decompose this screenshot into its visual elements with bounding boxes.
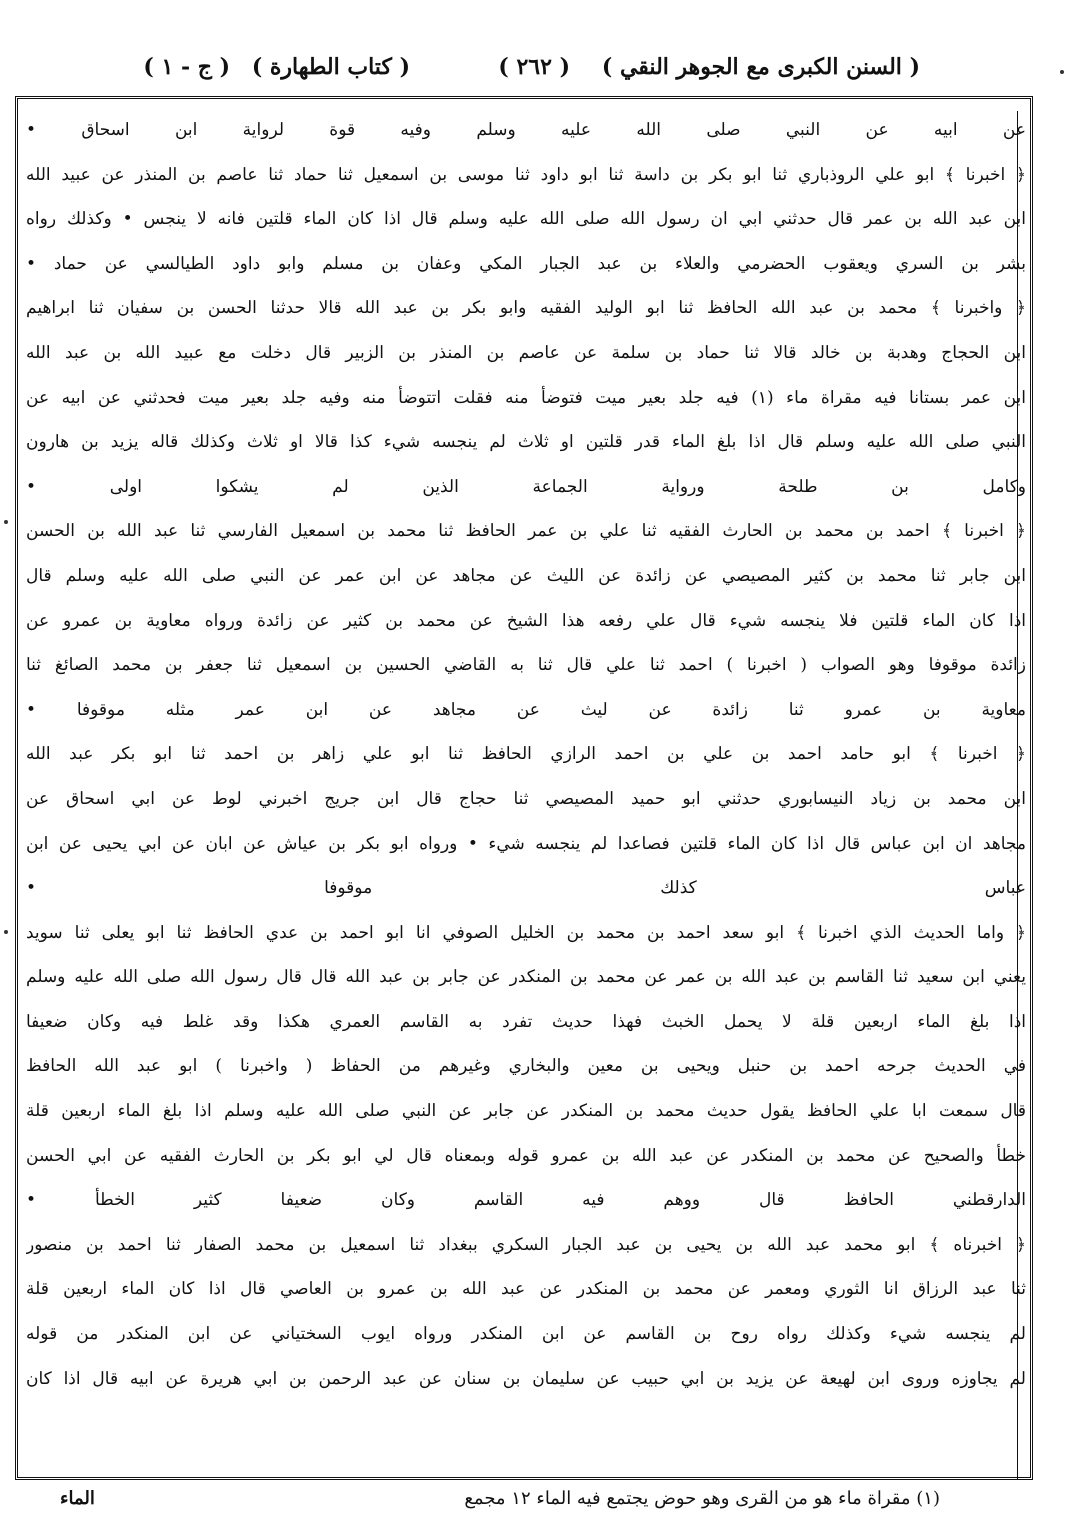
text-line: ﴿ اخبرنا ﴾ ابو حامد احمد بن علي بن احمد الرازي الحافظ ثنا ابو علي زاهر بن احمد ثنا ابو بكر عبد الله: [26, 744, 1026, 765]
text-line: في الحديث جرحه احمد بن حنبل ويحيى بن معين والبخاري وغيرهم من الحفاظ ( واخبرنا ) ابو عبد الله الحافظ: [26, 1056, 1026, 1077]
text-line: ابن عبد الله بن عمر قال حدثني ابي ان رسول الله صلى الله عليه وسلم قال اذا كان الماء قلتين فانه لا ينجس • وكذلك رواه: [26, 209, 1026, 230]
text-line: عباس كذلك موقوفا •: [26, 878, 1026, 899]
volume-number: ( ج - ١ ): [143, 54, 230, 80]
text-line: الدارقطني الحافظ قال ووهم فيه القاسم وكان ضعيفا كثير الخطأ •: [26, 1190, 1026, 1211]
text-line: خطأ والصحيح عن محمد بن المنكدر عن عبد الله بن عمرو قوله وبمعناه قال لي ابو بكر بن الحارث الفقيه عن ابي الحسن: [26, 1145, 1026, 1166]
text-line: يعني ابن سعيد ثنا القاسم بن عبد الله بن عمر عن محمد بن المنكدر عن جابر بن عبد الله قال قال رسول الله صلى الله عليه وسلم: [26, 967, 1026, 988]
footnote: (١) مقراة ماء هو من القرى وهو حوض يجتمع فيه الماء ١٢ مجمع: [464, 1488, 940, 1509]
running-title: ( السنن الكبرى مع الجوهر النقي ): [601, 54, 920, 80]
text-line: اذا كان الماء قلتين فلا ينجسه شيء قال علي رفعه هذا الشيخ عن محمد بن كثير عن زائدة ورواه معاوية بن عمرو عن: [26, 610, 1026, 631]
text-line: ﴿ اخبرنا ﴾ احمد بن محمد بن الحارث الفقيه ثنا علي بن عمر الحافظ ثنا محمد بن اسمعيل الفارسي ثنا عبد الله بن الحسن: [26, 521, 1026, 542]
scan-mark: [4, 520, 8, 524]
text-line: ابن محمد بن زياد النيسابوري حدثني ابو حميد المصيصي ثنا حجاج قال ابن جريج اخبرني لوط عن ابي اسحاق عن: [26, 788, 1026, 809]
text-line: ابن عمر بستانا فيه مقراة ماء (١) فيه جلد بعير ميت فتوضأ منه فقلت اتتوضأ منه وفيه جلد بعير ميت فحدثني عن ابيه عن: [26, 387, 1026, 408]
text-line: قال سمعت ابا علي الحافظ يقول حديث محمد بن المنكدر عن جابر عن النبي صلى الله عليه وسلم اذا بلغ الماء اربعين قلة: [26, 1101, 1026, 1122]
book-title: ( كتاب الطهارة ): [251, 54, 410, 80]
text-line: ﴿ واخبرنا ﴾ محمد بن عبد الله الحافظ ثنا ابو الوليد الفقيه وابو بكر بن عبد الله قالا حدثنا الحسن بن سفيان ثنا ابراهيم: [26, 298, 1026, 319]
text-line: اذا بلغ الماء اربعين قلة لا يحمل الخبث فهذا حديث تفرد به القاسم العمري هكذا وقد غلط فيه وكان ضعيفا: [26, 1011, 1026, 1032]
page-number: ( ٢٦٢ ): [498, 54, 570, 80]
text-line: لم ينجسه شيء وكذلك رواه روح بن القاسم عن ابن المنكدر ورواه ايوب السختياني عن ابن المنكدر من قوله: [26, 1324, 1026, 1345]
text-line: لم يجاوزه وروى ابن لهيعة عن يزيد بن ابي حبيب عن سليمان بن سنان عن عبد الرحمن بن ابي هريرة عن ابيه قال اذا كان: [26, 1368, 1026, 1389]
text-line: ﴿ اخبرناه ﴾ ابو محمد عبد الله بن يحيى بن عبد الجبار السكري ببغداد ثنا اسمعيل بن محمد الصفار ثنا احمد بن منصور: [26, 1234, 1026, 1255]
scan-mark: [1060, 70, 1064, 74]
text-line: ثنا عبد الرزاق انا الثوري ومعمر عن محمد بن المنكدر عن عبد الله بن عمرو بن العاصي قال اذا كان الماء اربعين قلة: [26, 1279, 1026, 1300]
text-line: معاوية بن عمرو ثنا زائدة عن ليث عن مجاهد عن ابن عمر مثله موقوفا •: [26, 699, 1026, 720]
text-line: زائدة موقوفا وهو الصواب ( اخبرنا ) احمد ثنا علي قال ثنا به القاضي الحسين بن اسمعيل ثنا جعفر بن محمد الصائغ ثنا: [26, 655, 1026, 676]
text-line: وكامل بن طلحة ورواية الجماعة الذين لم يشكوا اولى •: [26, 476, 1026, 497]
catchword: الماء: [60, 1488, 95, 1509]
page-footer: [60, 1482, 1050, 1520]
page-header: [60, 46, 920, 86]
text-line: ﴿ واما الحديث الذي اخبرنا ﴾ ابو سعد احمد بن محمد بن الخليل الصوفي انا ابو احمد بن عدي الحافظ ثنا ابو يعلى ثنا سويد: [26, 922, 1026, 943]
text-line: عن ابيه عن النبي صلى الله عليه وسلم وفيه قوة لرواية ابن اسحاق •: [26, 120, 1026, 140]
main-text: [26, 108, 1026, 1401]
text-line: ابن جابر ثنا محمد بن كثير المصيصي عن زائدة عن الليث عن مجاهد عن ابن عمر عن النبي صلى الله عليه وسلم قال: [26, 565, 1026, 586]
scan-mark: [4, 930, 8, 934]
text-line: مجاهد ان ابن عباس قال اذا كان الماء قلتين فصاعدا لم ينجسه شيء • ورواه ابو بكر بن عياش عن ابان عن ابي يحيى عن ابن: [26, 833, 1026, 854]
text-line: النبي صلى الله عليه وسلم قال اذا بلغ الماء قدر قلتين او ثلاث لم ينجسه شيء كذا قالا او ثلاث وكذلك قاله يزيد بن هارون: [26, 432, 1026, 453]
text-line: ابن الحجاج وهدبة بن خالد قالا ثنا حماد بن سلمة عن عاصم بن المنذر بن الزبير قال دخلت مع عبيد الله بن عبد الله: [26, 342, 1026, 363]
text-line: ﴿ اخبرنا ﴾ ابو علي الروذباري ثنا ابو بكر بن داسة ثنا ابو داود ثنا موسى بن اسمعيل ثنا حماد ثنا عاصم بن المنذر عن عبيد الله: [26, 164, 1026, 185]
text-line: بشر بن السري ويعقوب الحضرمي والعلاء بن عبد الجبار المكي وعفان بن مسلم وابو داود الطيالسي عن حماد •: [26, 253, 1026, 274]
